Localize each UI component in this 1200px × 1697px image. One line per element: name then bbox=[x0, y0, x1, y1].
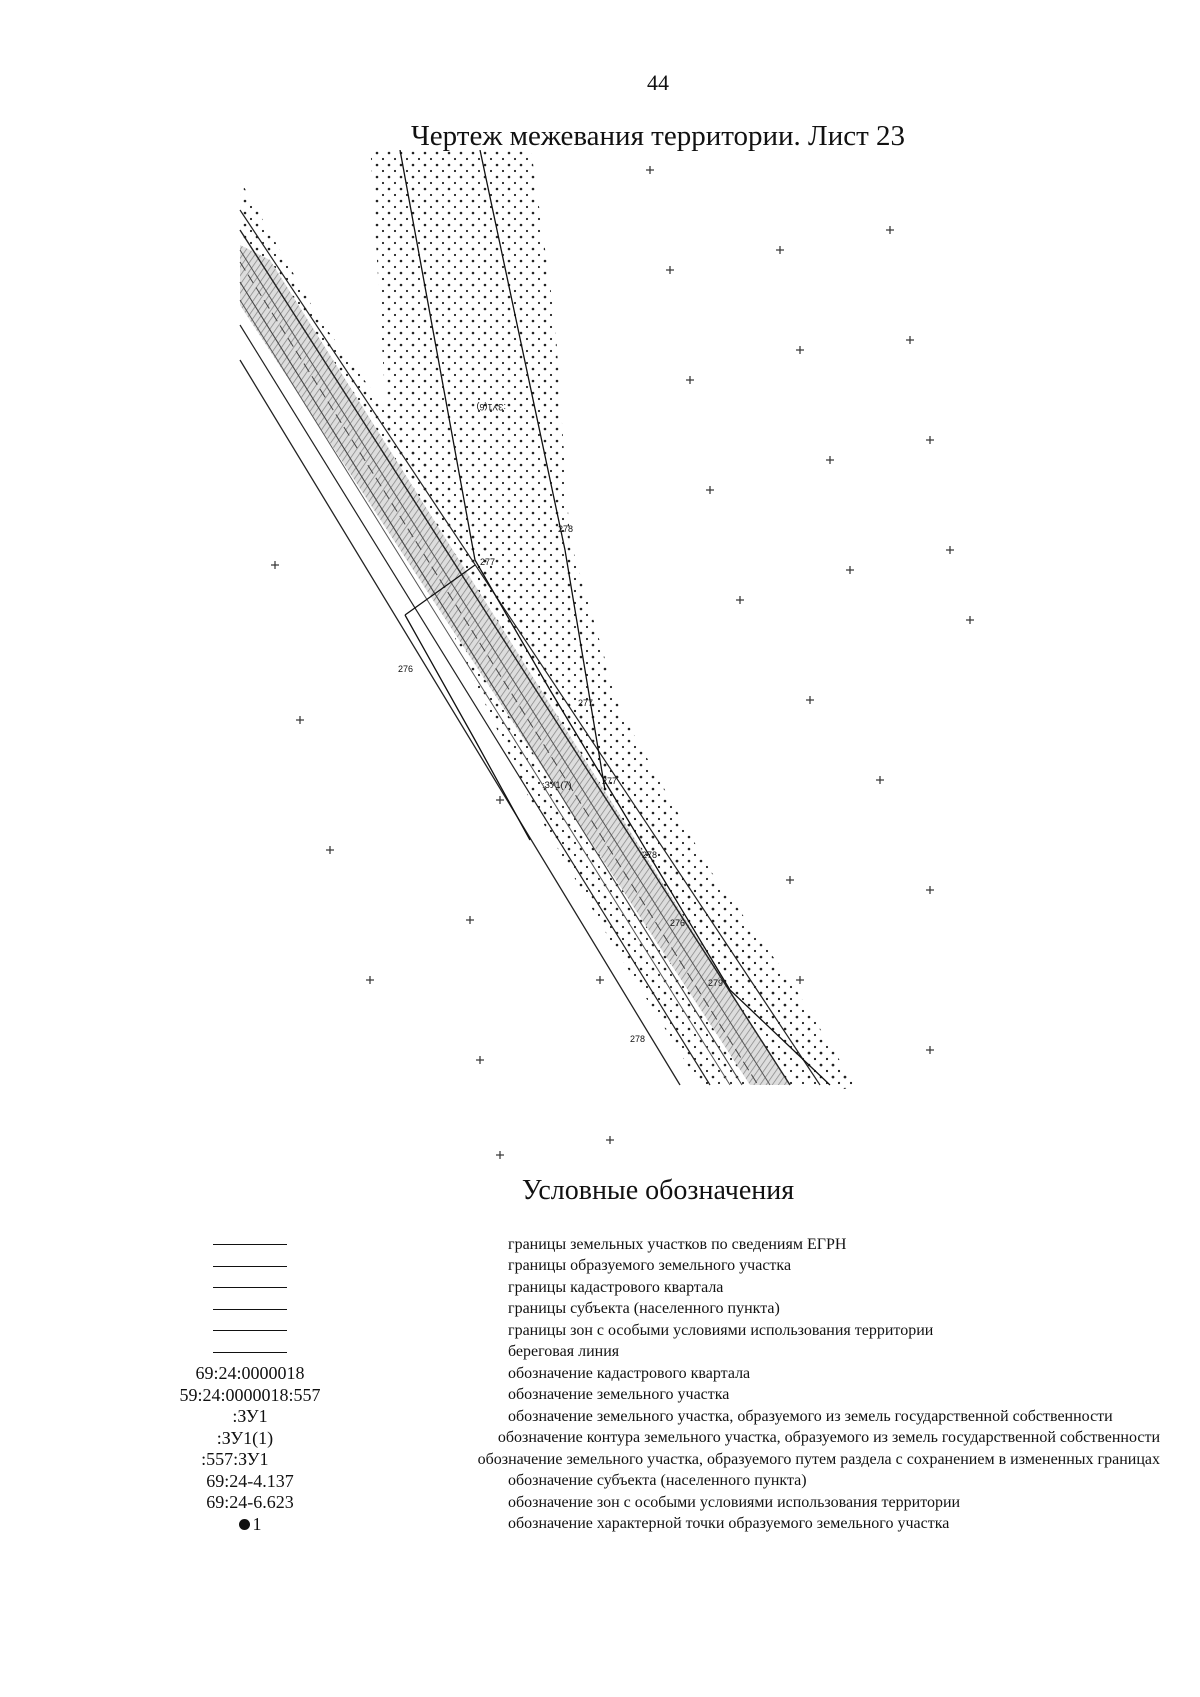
legend-text: границы зон с особыми условиями использования территории bbox=[508, 1321, 934, 1339]
legend-item bbox=[160, 1428, 1160, 1450]
sheet-title: Чертеж межевания территории. Лист 23 bbox=[410, 120, 906, 152]
legend-symbol bbox=[160, 1287, 340, 1288]
legend-item bbox=[160, 1449, 1160, 1471]
zone-label-7: :ЗУ1(7) bbox=[542, 780, 572, 790]
legend-symbol bbox=[160, 1330, 340, 1331]
legend-symbol: :ЗУ1(1) bbox=[216, 1427, 274, 1448]
legend-item bbox=[160, 1514, 1160, 1536]
legend-text: границы земельных участков по сведениям ЕГРН bbox=[508, 1235, 847, 1253]
point-label: 278 bbox=[630, 1034, 646, 1044]
legend-text: границы субъекта (населенного пункта) bbox=[508, 1300, 780, 1318]
legend-text: обозначение зон с особыми условиями использования территории bbox=[508, 1493, 961, 1511]
legend-text: границы образуемого земельного участка bbox=[508, 1257, 792, 1275]
page-number: 44 bbox=[647, 70, 669, 95]
legend-line-symbol bbox=[213, 1266, 287, 1267]
legend-symbol bbox=[160, 1514, 340, 1535]
survey-drawing bbox=[230, 150, 1150, 1180]
legend-line-symbol bbox=[213, 1287, 287, 1288]
legend-text: береговая линия bbox=[508, 1343, 620, 1361]
point-label: 277 bbox=[480, 557, 496, 567]
point-label: 276 bbox=[670, 918, 686, 928]
legend-item bbox=[160, 1342, 1160, 1364]
legend-line-symbol bbox=[213, 1309, 287, 1310]
legend-line-symbol bbox=[213, 1244, 287, 1245]
legend-text: обозначение характерной точки образуемого земельного участка bbox=[508, 1515, 950, 1533]
legend-text: обозначение земельного участка bbox=[508, 1386, 730, 1404]
legend-symbol-text: 1 bbox=[252, 1513, 262, 1534]
point-dot-icon bbox=[239, 1519, 250, 1530]
point-label: 278 bbox=[642, 850, 658, 860]
legend-item bbox=[160, 1492, 1160, 1514]
point-label: 277 bbox=[578, 698, 594, 708]
legend-text: обозначение земельного участка, образуемого из земель государственной собственности bbox=[508, 1407, 1113, 1425]
point-label: 279 bbox=[708, 978, 724, 988]
legend-symbol bbox=[160, 1266, 340, 1267]
legend-text: обозначение субъекта (населенного пункта) bbox=[508, 1472, 807, 1490]
legend-text: обозначение кадастрового квартала bbox=[508, 1364, 751, 1382]
legend-text: обозначение контура земельного участка, образуемого из земель государственной собственности bbox=[497, 1429, 1160, 1447]
zone-label-6: :ЗУ1(6) bbox=[476, 402, 506, 412]
legend-item bbox=[160, 1471, 1160, 1493]
legend-symbol: 69:24:0000018 bbox=[195, 1363, 305, 1384]
legend-item bbox=[160, 1363, 1160, 1385]
point-label: 277 bbox=[602, 776, 618, 786]
legend-title: Условные обозначения bbox=[521, 1175, 795, 1206]
legend-symbol: :557:ЗУ1 bbox=[201, 1449, 269, 1470]
point-label: 276 bbox=[398, 664, 414, 674]
dotted-zone-north bbox=[370, 150, 855, 1085]
legend-item bbox=[160, 1256, 1160, 1278]
legend-text: обозначение земельного участка, образуемого путем раздела с сохранением в измененных границах bbox=[477, 1450, 1160, 1468]
legend-line-symbol bbox=[213, 1352, 287, 1353]
legend-symbol: :ЗУ1 bbox=[232, 1406, 268, 1427]
legend-item bbox=[160, 1406, 1160, 1428]
legend bbox=[160, 1234, 1160, 1535]
legend-item bbox=[160, 1299, 1160, 1321]
legend-symbol: 59:24:0000018:557 bbox=[179, 1384, 321, 1405]
legend-item bbox=[160, 1385, 1160, 1407]
legend-item bbox=[160, 1234, 1160, 1256]
legend-item bbox=[160, 1320, 1160, 1342]
legend-symbol bbox=[160, 1309, 340, 1310]
legend-item bbox=[160, 1277, 1160, 1299]
legend-symbol: 69:24-6.623 bbox=[206, 1492, 294, 1513]
legend-line-symbol bbox=[213, 1330, 287, 1331]
legend-symbol bbox=[160, 1244, 340, 1245]
legend-symbol bbox=[160, 1352, 340, 1353]
point-label: 278 bbox=[558, 524, 574, 534]
legend-text: границы кадастрового квартала bbox=[508, 1278, 724, 1296]
legend-symbol: 69:24-4.137 bbox=[206, 1470, 294, 1491]
